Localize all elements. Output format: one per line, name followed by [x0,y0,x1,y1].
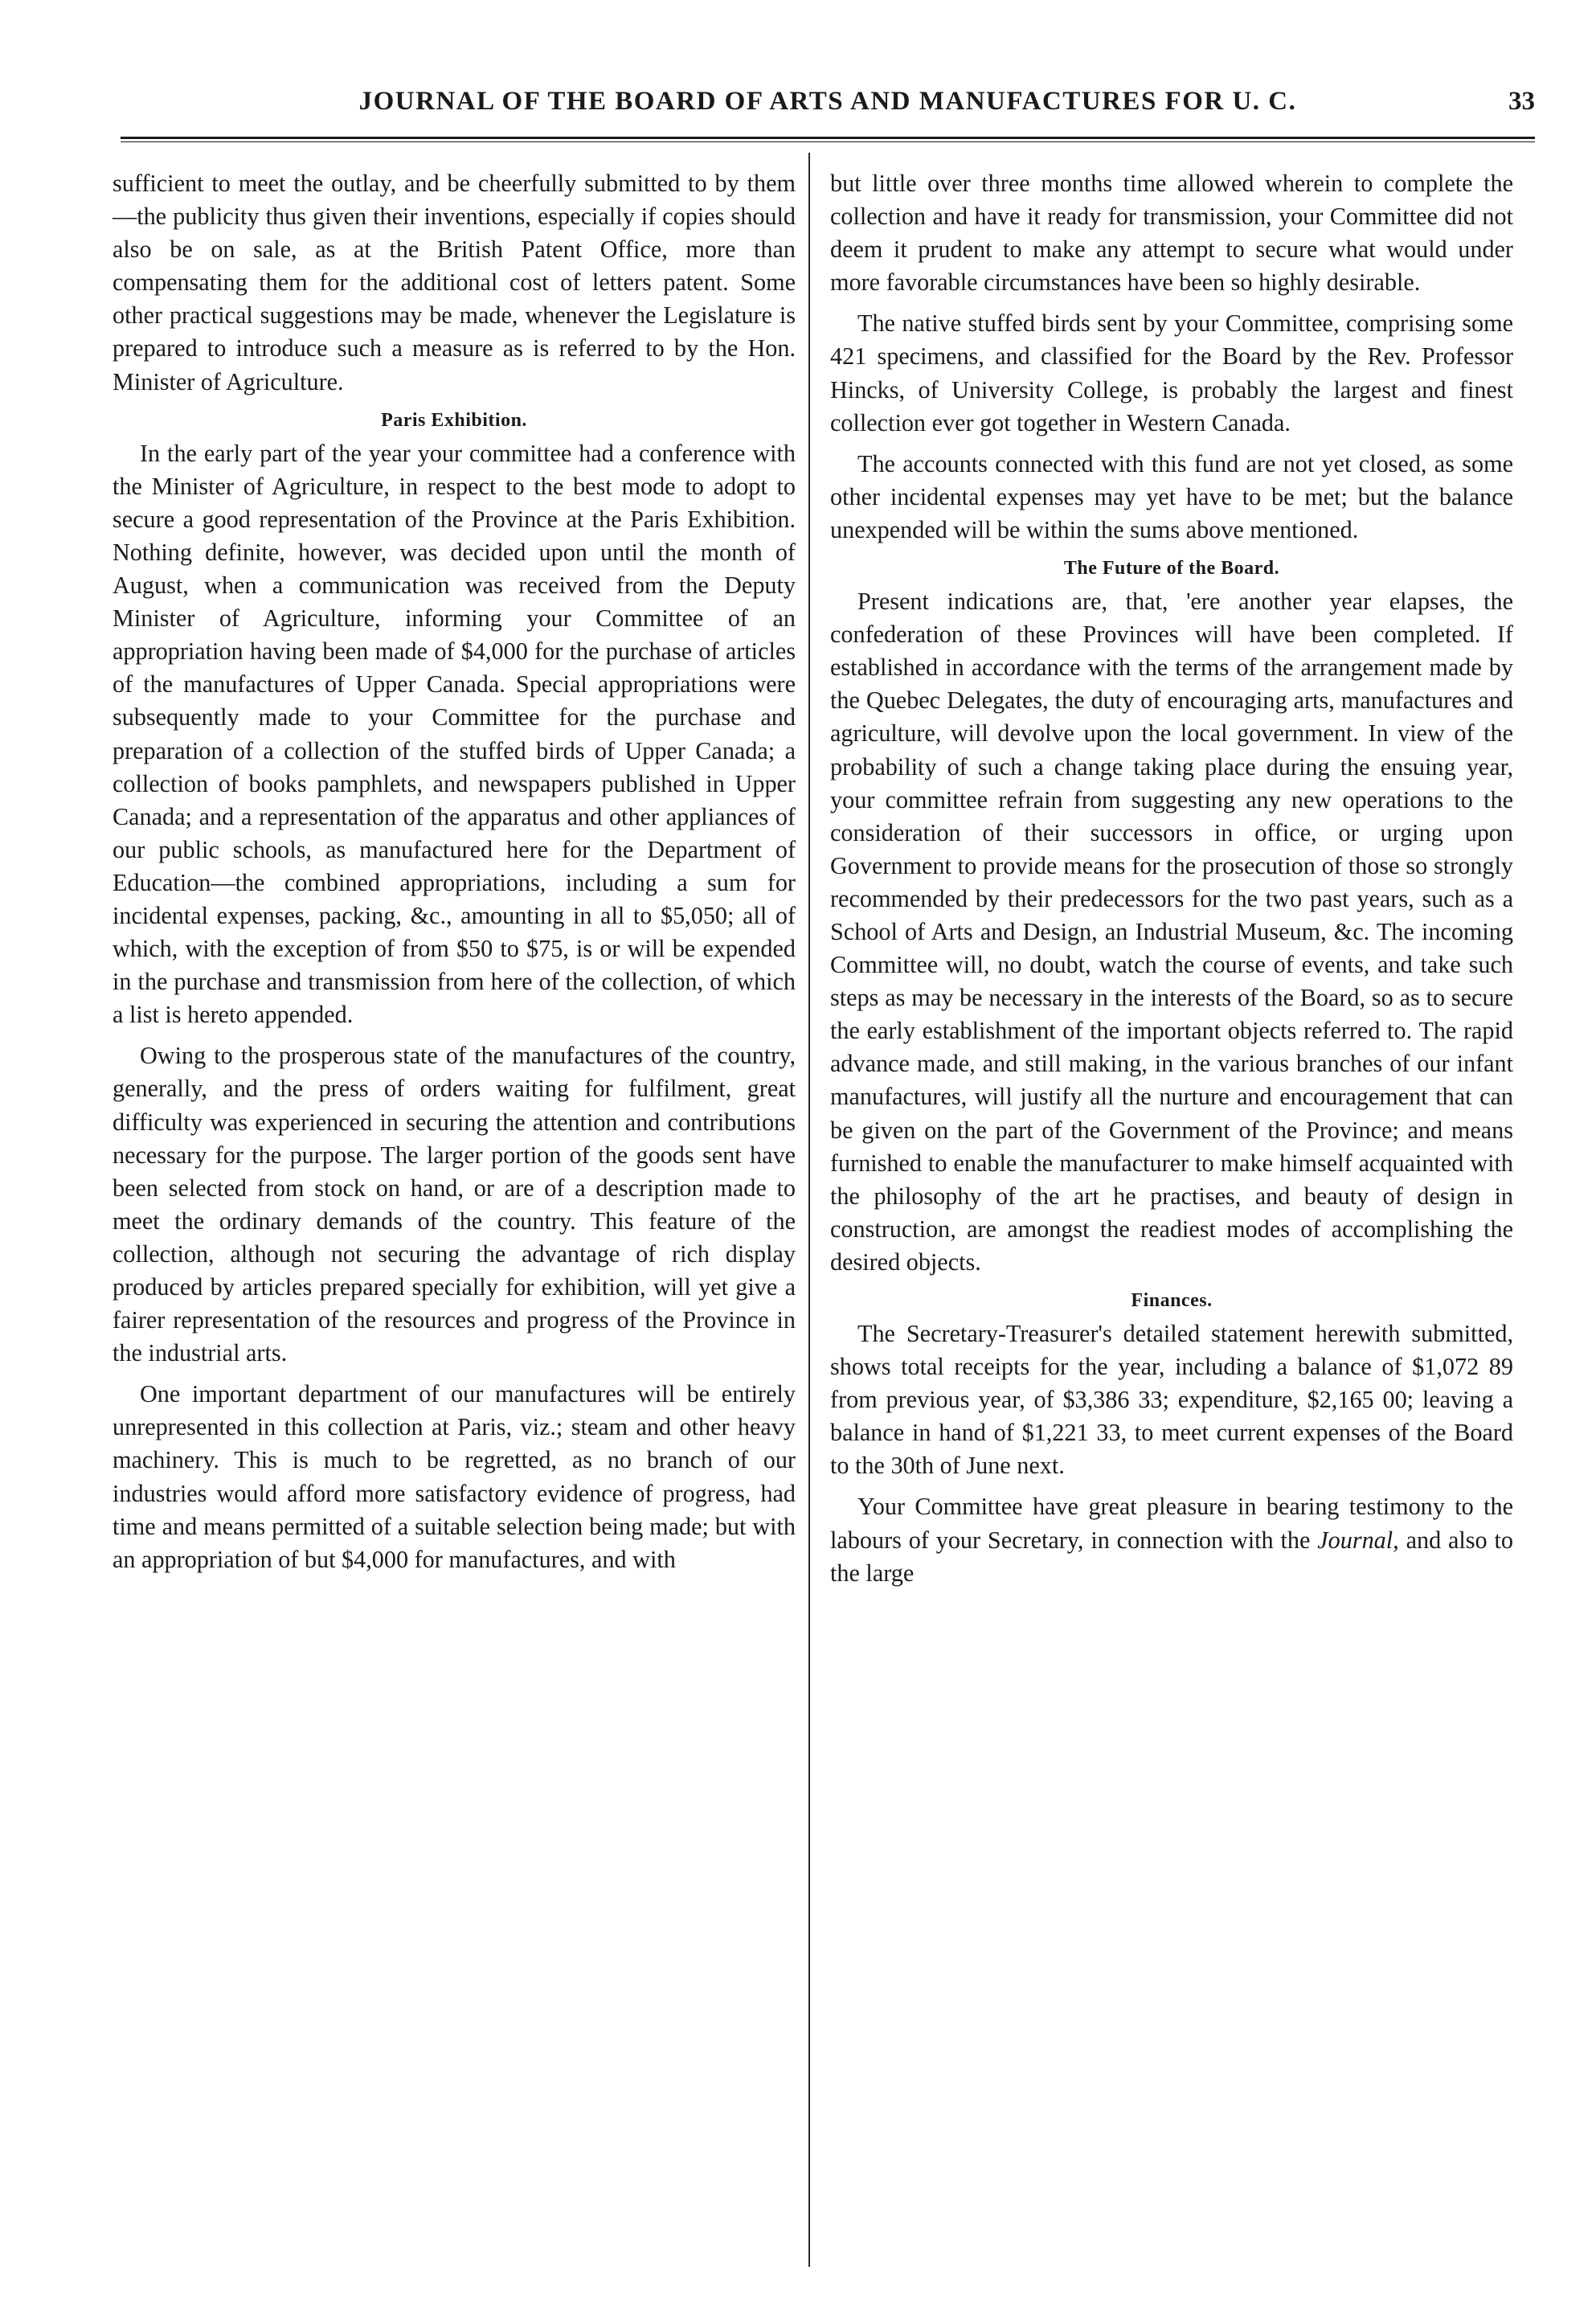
section-heading-paris-exhibition: Paris Exhibition. [381,409,527,431]
paragraph: but little over three months time allowed wherein to complete the collection and have it ready for transmission, your Committee did not deem it prudent to make any attempt to secure what would under more favorable circumstances have been so highly desirable. [830,170,1513,297]
paragraph: Present indications are, that, 'ere another year elapses, the confederation of these Provinces will have been completed. If established in accordance with the terms of the arrangement made by the Quebec Delegates, the duty of encouraging arts, manufactures and agriculture, will devolve upon the local government. In view of the probability of such a change taking place during the ensuing year, your committee refrain from suggesting any new operations to the consideration of their successors in office, or urging upon Government to provide means for the prosecution of those so strongly recommended by their predecessors for the two past years, such as a School of Arts and Design, an Industrial Museum, &c. The incoming Committee will, no doubt, watch the course of events, and take such steps as may be necessary in the interests of the Board, so as to secure the early establishment of the important objects referred to. The rapid advance made, and still making, in the various branches of our infant manufactures, will justify all the nurture and encouragement that can be given on the part of the Government of the Province; and means furnished to enable the manufacturer to make himself acquainted with the philosophy of the art he practises, and beauty of design in construction, are amongst the readiest modes of accomplishing the desired objects. [830,588,1513,1276]
paragraph: The native stuffed birds sent by your Committee, comprising some 421 specimens, and classified for the Board by the Rev. Professor Hincks, of University College, is probably the largest and finest collection ever got together in Western Canada. [830,309,1513,436]
paragraph: One important department of our manufactures will be entirely unrepresented in this collection at Paris, viz.; steam and other heavy machinery. This is much to be regretted, as no branch of our industries would afford more satisfactory evidence of progress, had time and means permitted of a suitable selection being made; but with an appropriation of but $4,000 for manufactures, and with [113,1380,796,1573]
left-column [113,167,796,1584]
paragraph: sufficient to meet the outlay, and be cheerfully submitted to by them—the publicity thus given their inventions, especially if copies should also be on sale, as at the British Patent Office, more than compensating them for the additional cost of letters patent. Some other practical suggestions may be made, whenever the Legislature is prepared to introduce such a measure as is referred to by the Hon. Minister of Agriculture. [113,170,796,395]
section-heading-future-of-board: The Future of the Board. [1063,558,1280,580]
running-head: JOURNAL OF THE BOARD OF ARTS AND MANUFACTURES FOR U. C. [358,87,1297,116]
paragraph: In the early part of the year your committee had a conference with the Minister of Agriculture, in respect to the best mode to adopt to secure a good representation of the Province at the Paris Exhibition. Nothing definite, however, was decided upon until the month of August, when a communication was received from the Deputy Minister of Agriculture, informing your Committee of an appropriation having been made of $4,000 for the purchase of articles of the manufactures of Upper Canada. Special appropriations were subsequently made to your Committee for the purchase and preparation of a collection of the stuffed birds of Upper Canada; a collection of books pamphlets, and newspapers published in Upper Canada; and a representation of the apparatus and other appliances of our public schools, as manufactured here for the Department of Education—the combined appropriations, including a sum for incidental expenses, packing, &c., amounting in all to $5,050; all of which, with the exception of from $50 to $75, is or will be expended in the purchase and transmission from here of the collection, of which a list is hereto appended. [113,439,796,1029]
paragraph: The accounts connected with this fund are not yet closed, as some other incidental expenses may yet have to be met; but the balance unexpended will be within the sums above mentioned. [830,449,1513,543]
header-rule [121,137,1535,142]
section-heading-finances: Finances. [1131,1290,1213,1311]
paragraph: The Secretary-Treasurer's detailed statement herewith submitted, shows total receipts for the year, including a balance of $1,072 89 from previous year, of $3,386 33; expenditure, $2,165 00; leaving a balance in hand of $1,221 33, to meet current expenses of the Board to the 30th of June next. [830,1320,1513,1480]
page-number: 33 [1508,87,1535,116]
paragraph [830,1490,1513,1589]
right-column [830,167,1513,1598]
journal-title: Journal, [1317,1526,1399,1554]
page-header [121,87,1535,129]
paragraph-text: Your Committee have great pleasure in bearing testimony to the labours of your Secretary, in connection with the [830,1493,1513,1554]
paragraph-text: and also to the large [830,1526,1513,1587]
column-divider [808,153,810,2267]
paragraph: Owing to the prosperous state of the manufactures of the country, generally, and the press of orders waiting for fulfilment, great difficulty was experienced in securing the attention and contributions necessary for the purpose. The larger portion of the goods sent have been selected from stock on hand, or are of a description made to meet the ordinary demands of the country. This feature of the collection, although not securing the advantage of rich display produced by articles prepared specially for exhibition, will yet give a fairer representation of the resources and progress of the Province in the industrial arts. [113,1042,796,1367]
